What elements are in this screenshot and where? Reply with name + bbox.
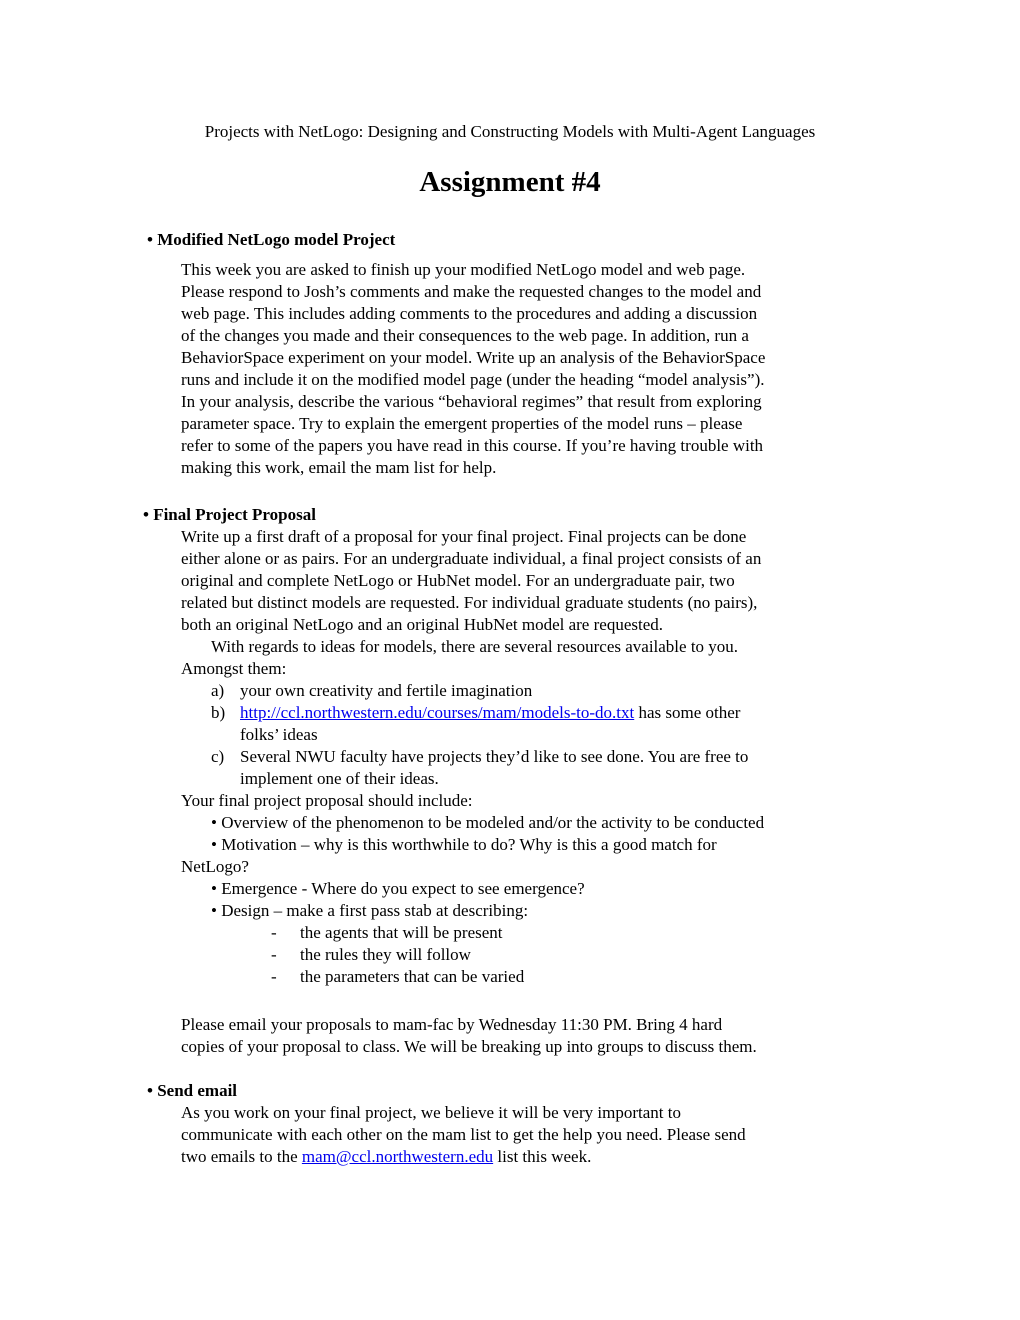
list-text: your own creativity and fertile imagination	[240, 681, 533, 700]
course-title: Projects with NetLogo: Designing and Constructing Models with Multi-Agent Languages	[204, 122, 816, 141]
body-line: both an original NetLogo and an original HubNet model are requested.	[181, 615, 663, 634]
body-line: of the changes you made and their consequences to the web page. In addition, run a	[181, 326, 749, 345]
design-text: the parameters that can be varied	[300, 967, 525, 986]
body-line: runs and include it on the modified model page (under the heading “model analysis”).	[181, 370, 765, 389]
section-body-send-email	[181, 1102, 881, 1168]
email-line-end: list this week.	[493, 1147, 592, 1166]
body-line: communicate with each other on the mam list to get the help you need. Please send	[181, 1125, 746, 1144]
body-line: With regards to ideas for models, there are several resources available to you.	[211, 637, 739, 656]
dash-label: -	[271, 923, 277, 942]
body-line: As you work on your final project, we believe it will be very important to	[181, 1103, 681, 1122]
bullet-design: • Design – make a first pass stab at describing:	[211, 901, 529, 920]
body-line: Write up a first draft of a proposal for your final project. Final projects can be done	[181, 527, 747, 546]
bullet-emergence: • Emergence - Where do you expect to see emergence?	[211, 879, 585, 898]
body-line: related but distinct models are requested. For individual graduate students (no pairs),	[181, 593, 758, 612]
section-body-final-proposal	[181, 526, 891, 988]
body-line: parameter space. Try to explain the emergent properties of the model runs – please	[181, 414, 743, 433]
design-text: the rules they will follow	[300, 945, 471, 964]
body-line: web page. This includes adding comments to the procedures and adding a discussion	[181, 304, 758, 323]
body-line	[181, 1146, 881, 1168]
dash-label: -	[271, 967, 277, 986]
body-line: This week you are asked to finish up your modified NetLogo model and web page.	[181, 260, 746, 279]
email-line-start: two emails to the	[181, 1147, 302, 1166]
list-label: b)	[211, 703, 226, 722]
section-heading-send-email: • Send email	[147, 1081, 238, 1100]
body-line: Please respond to Josh’s comments and make the requested changes to the model and	[181, 282, 762, 301]
list-item-continuation	[181, 768, 891, 790]
design-item	[181, 922, 891, 944]
design-item	[181, 944, 891, 966]
body-line: In your analysis, describe the various “behavioral regimes” that result from exploring	[181, 392, 762, 411]
list-item-continuation	[181, 724, 891, 746]
body-line: copies of your proposal to class. We will be breaking up into groups to discuss them.	[181, 1037, 757, 1056]
body-line: Please email your proposals to mam-fac by Wednesday 11:30 PM. Bring 4 hard	[181, 1015, 723, 1034]
section-heading-final-proposal: • Final Project Proposal	[143, 505, 316, 524]
list-label: c)	[211, 747, 225, 766]
body-line: either alone or as pairs. For an undergraduate individual, a final project consists of an	[181, 549, 762, 568]
section-body-modified-model	[181, 259, 881, 479]
list-item	[181, 680, 891, 702]
list-text: folks’ ideas	[240, 725, 318, 744]
bullet-motivation-continuation: NetLogo?	[181, 857, 249, 876]
body-line: Amongst them:	[181, 659, 287, 678]
body-line: refer to some of the papers you have read in this course. If you’re having trouble with	[181, 436, 764, 455]
assignment-title: Assignment #4	[419, 166, 601, 198]
body-line: Your final project proposal should include:	[181, 791, 473, 810]
body-line: BehaviorSpace experiment on your model. Write up an analysis of the BehaviorSpace	[181, 348, 766, 367]
list-text: has some other	[634, 703, 741, 722]
models-to-do-link[interactable]: http://ccl.northwestern.edu/courses/mam/models-to-do.txt	[240, 703, 635, 722]
mam-list-email-link[interactable]: mam@ccl.northwestern.edu	[301, 1147, 494, 1166]
dash-label: -	[271, 945, 277, 964]
section-closing-final-proposal	[181, 1014, 891, 1058]
design-text: the agents that will be present	[300, 923, 503, 942]
bullet-motivation: • Motivation – why is this worthwhile to do? Why is this a good match for	[211, 835, 717, 854]
list-item	[181, 746, 891, 768]
list-label: a)	[211, 681, 225, 700]
design-item	[181, 966, 891, 988]
body-line: making this work, email the mam list for help.	[181, 458, 497, 477]
body-line: original and complete NetLogo or HubNet model. For an undergraduate pair, two	[181, 571, 735, 590]
bullet-overview: • Overview of the phenomenon to be modeled and/or the activity to be conducted	[211, 813, 765, 832]
list-item	[181, 702, 891, 724]
section-heading-modified-model: • Modified NetLogo model Project	[147, 230, 396, 249]
list-text: implement one of their ideas.	[240, 769, 439, 788]
list-text: Several NWU faculty have projects they’d like to see done. You are free to	[240, 747, 749, 766]
